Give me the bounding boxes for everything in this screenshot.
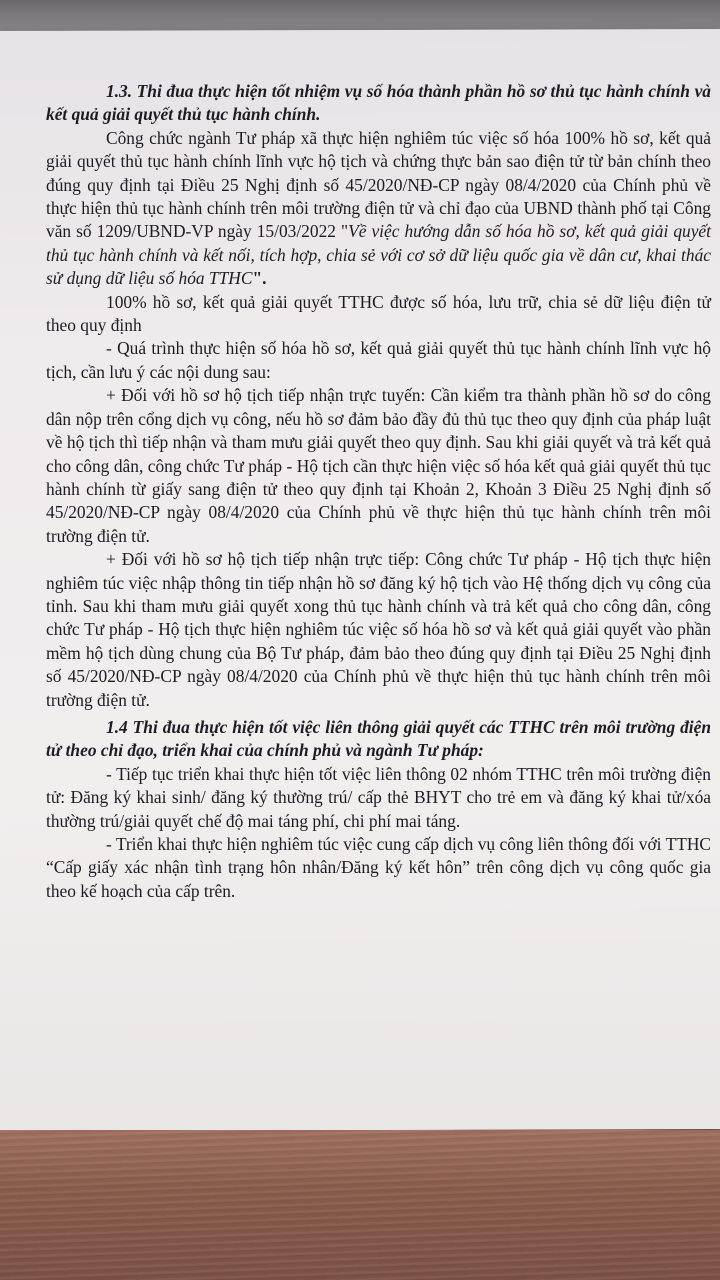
paragraph-online-records: + Đối với hồ sơ hộ tịch tiếp nhận trực tuyến: Cần kiểm tra thành phần hồ sơ do công dân nộp trên cổng dịch vụ công, nếu hồ sơ đảm bảo đầy đủ thủ tục theo quy định của pháp luật về hộ tịch thì tiếp nhận và tham mưu giải quyết theo quy định. Sau khi giải quyết và trả kết quả cho công dân, công chức Tư pháp - Hộ tịch cần thực hiện việc số hóa kết quả giải quyết thủ tục hành chính từ giấy sang điện tử theo quy định tại Khoản 2, Khoản 3 Điều 25 Nghị định số 45/2020/NĐ-CP ngày 08/4/2020 của Chính phủ về thực hiện thủ tục hành chính trên môi trường điện tử. [46, 385, 711, 546]
paragraph-marriage-service: - Triển khai thực hiện nghiêm túc việc cung cấp dịch vụ công liên thông đối với TTHC “Cấp giấy xác nhận tình trạng hôn nhân/Đăng ký kết hôn” trên công dịch vụ công quốc gia theo kế hoạch của cấp trên. [46, 834, 711, 901]
heading-1-3: 1.3. Thi đua thực hiện tốt nhiệm vụ số hóa thành phần hồ sơ thủ tục hành chính và kết quả giải quyết thủ tục hành chính. [46, 81, 711, 125]
paragraph-direct-records: + Đối với hồ sơ hộ tịch tiếp nhận trực tiếp: Công chức Tư pháp - Hộ tịch thực hiện nghiêm túc việc nhập thông tin tiếp nhận hồ sơ đăng ký hộ tịch vào Hệ thống dịch vụ công của tỉnh. Sau khi tham mưu giải quyết xong thủ tục hành chính và trả kết quả cho công dân, công chức Tư pháp - Hộ tịch thực hiện nghiêm túc việc số hóa hồ sơ và kết quả giải quyết vào phần mềm hộ tịch dùng chung của Bộ Tư pháp, đảm bảo theo đúng quy định tại Điều 25 Nghị định số 45/2020/NĐ-CP ngày 08/4/2020 của Chính phủ về thực hiện thủ tục hành chính trên môi trường điện tử. [46, 549, 711, 710]
heading-1-4: 1.4 Thi đua thực hiện tốt việc liên thông giải quyết các TTHC trên môi trường điện tử theo chỉ đạo, triển khai của chính phủ và ngành Tư pháp: [46, 716, 711, 761]
paragraph-digitization-text: Công chức ngành Tư pháp xã thực hiện nghiêm túc việc số hóa 100% hồ sơ, kết quả giải quyết thủ tục hành chính lĩnh vực hộ tịch và chứng thực bản sao điện tử từ bản chính theo đúng quy định tại Điều 25 Nghị định số 45/2020/NĐ-CP ngày 08/4/2020 của Chính phủ về thực hiện thủ tục hành chính trên môi trường điện tử và chỉ đạo của UBND thành phố tại Công văn số 1209/UBND-VP ngày 15/03/2022 " [46, 127, 711, 242]
paragraph-100-percent: 100% hồ sơ, kết quả giải quyết TTHC được số hóa, lưu trữ, chia sẻ dữ liệu điện tử theo quy định [46, 291, 711, 336]
paragraph-digitization [46, 127, 711, 291]
document-body [46, 80, 711, 903]
wooden-table [0, 1130, 720, 1280]
paragraph-interconnect-groups: - Tiếp tục triển khai thực hiện tốt việc liên thông 02 nhóm TTHC trên môi trường điện tử: Đăng ký khai sinh/ đăng ký thường trú/ cấp thẻ BHYT cho trẻ em và đăng ký khai tử/xóa thường trú/giải quyết chế độ mai táng phí, chi phí mai táng. [46, 763, 711, 831]
quote-end: ". [252, 268, 267, 289]
paragraph-process-notes: - Quá trình thực hiện số hóa hồ sơ, kết quả giải quyết thủ tục hành chính lĩnh vực hộ tịch, cần lưu ý các nội dung sau: [46, 338, 711, 382]
official-letter-title: Về việc hướng dẫn số hóa hồ sơ, kết quả giải quyết thủ tục hành chính và kết nối, tích hợp, chia sẻ với cơ sở dữ liệu quốc gia về dân cư, khai thác sử dụng dữ liệu số hóa TTHC [46, 221, 711, 289]
